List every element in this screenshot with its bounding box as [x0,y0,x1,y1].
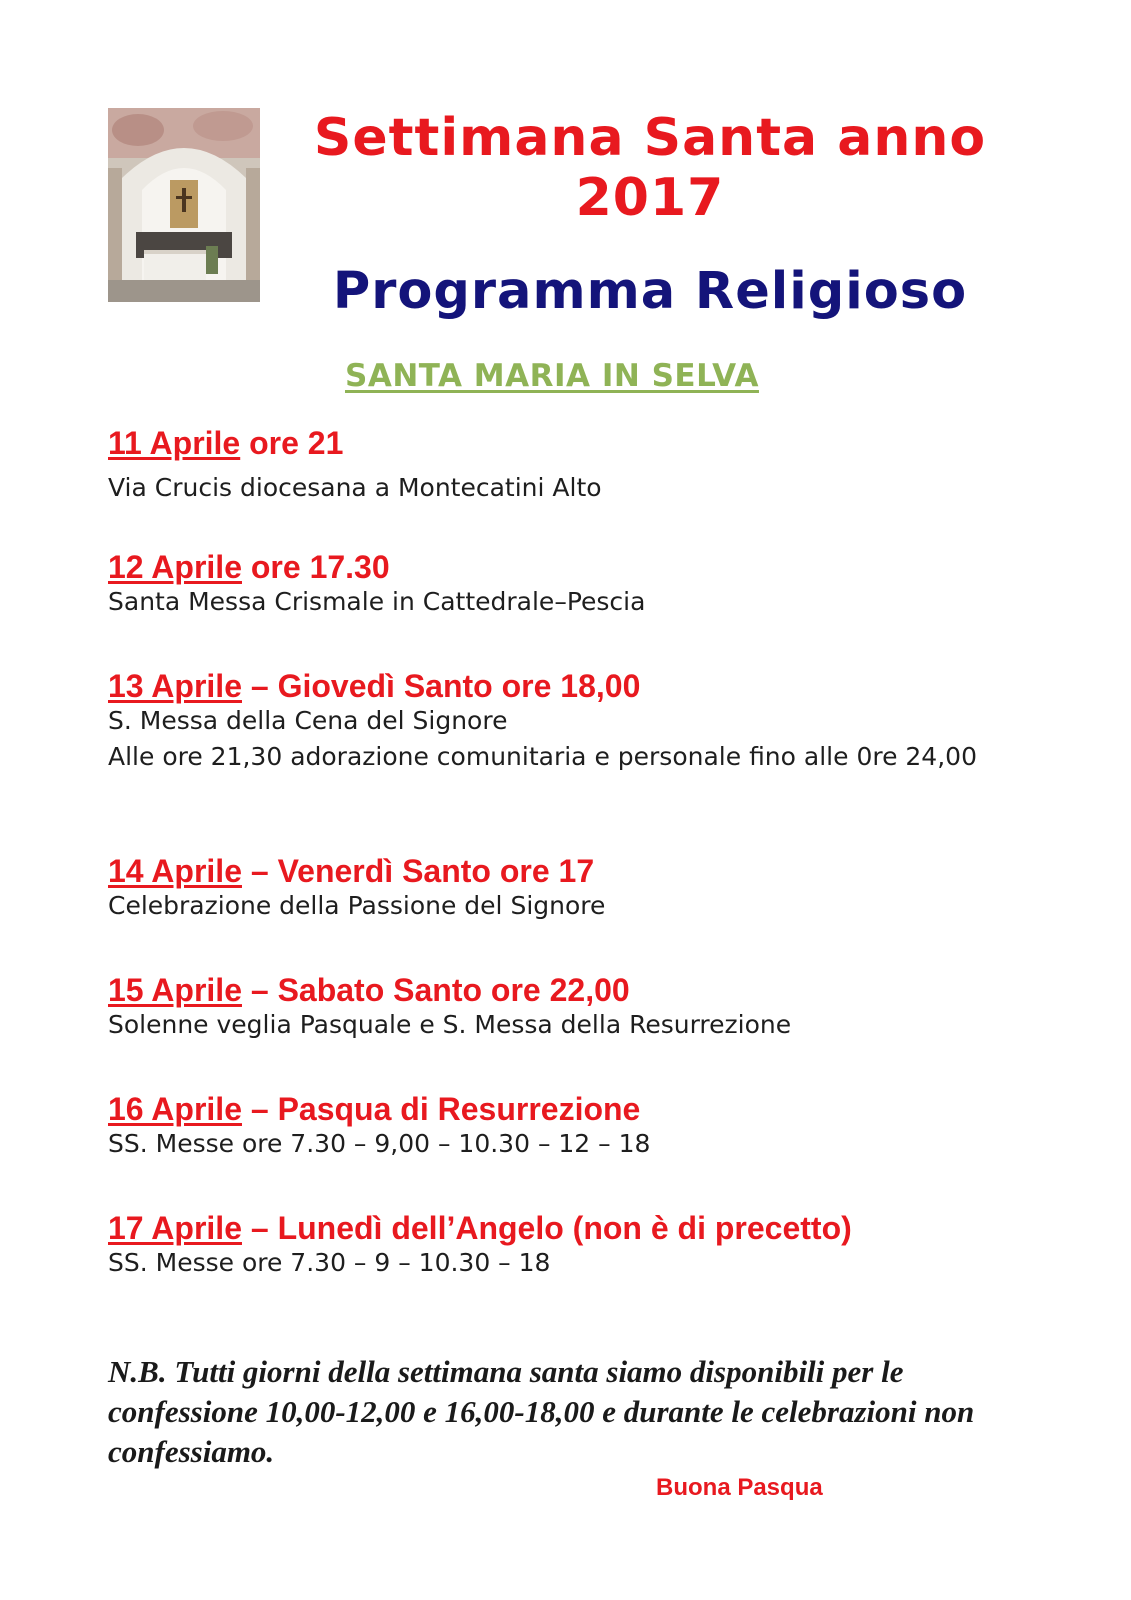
event-heading [108,1209,988,1247]
event-date: 16 Aprile [108,1091,242,1127]
event-description: Via Crucis diocesana a Montecatini Alto [108,473,602,502]
event-description-extra: Alle ore 21,30 adorazione comunitaria e personale fino alle 0re 24,00 [108,742,977,771]
event-date: 15 Aprile [108,972,242,1008]
event-time: ore 21 [240,425,344,461]
event-date: 11 Aprile [108,425,241,461]
event-12-april [108,548,988,617]
title-line-2: 2017 [575,168,725,228]
confession-note: N.B. Tutti giorni della settimana santa siamo disponibili per le confessione 10,00-12,00 e 16,00-18,00 e durante le celebrazioni non confessiamo. [108,1354,975,1469]
event-time: – Venerdì Santo ore 17 [241,853,595,889]
event-time: – Lunedì dell’Angelo (non è di precetto) [241,1210,852,1246]
event-16-april [108,1090,988,1159]
event-heading [108,548,988,586]
event-13-april [108,667,988,772]
greeting: Buona Pasqua [656,1474,823,1501]
event-date: 13 Aprile [108,668,242,704]
church-interior-photo [108,108,260,302]
event-description: S. Messa della Cena del Signore [108,706,508,735]
event-date: 17 Aprile [108,1210,242,1246]
event-heading [108,424,988,462]
event-heading [108,971,988,1009]
title-line-1: Settimana Santa anno [313,108,987,168]
event-11-april [108,424,988,503]
event-14-april [108,852,988,921]
event-description: Solenne veglia Pasquale e S. Messa della Resurrezione [108,1010,792,1039]
event-heading [108,852,988,890]
event-time: – Sabato Santo ore 22,00 [241,972,630,1008]
event-description: Celebrazione della Passione del Signore [108,891,606,920]
event-17-april [108,1209,988,1278]
event-description: Santa Messa Crismale in Cattedrale–Pescia [108,587,646,616]
event-time: – Giovedì Santo ore 18,00 [241,668,641,704]
event-description: SS. Messe ore 7.30 – 9,00 – 10.30 – 12 – 18 [108,1129,651,1158]
event-time: – Pasqua di Resurrezione [241,1091,641,1127]
event-date: 14 Aprile [108,853,242,889]
event-15-april [108,971,988,1040]
event-heading [108,1090,988,1128]
event-heading [108,667,988,705]
church-name: SANTA MARIA IN SELVA [345,358,759,394]
event-date: 12 Aprile [108,549,242,585]
page-title [300,108,1000,228]
event-time: ore 17.30 [241,549,390,585]
event-description: SS. Messe ore 7.30 – 9 – 10.30 – 18 [108,1248,551,1277]
page-subtitle: Programma Religioso [332,262,968,321]
